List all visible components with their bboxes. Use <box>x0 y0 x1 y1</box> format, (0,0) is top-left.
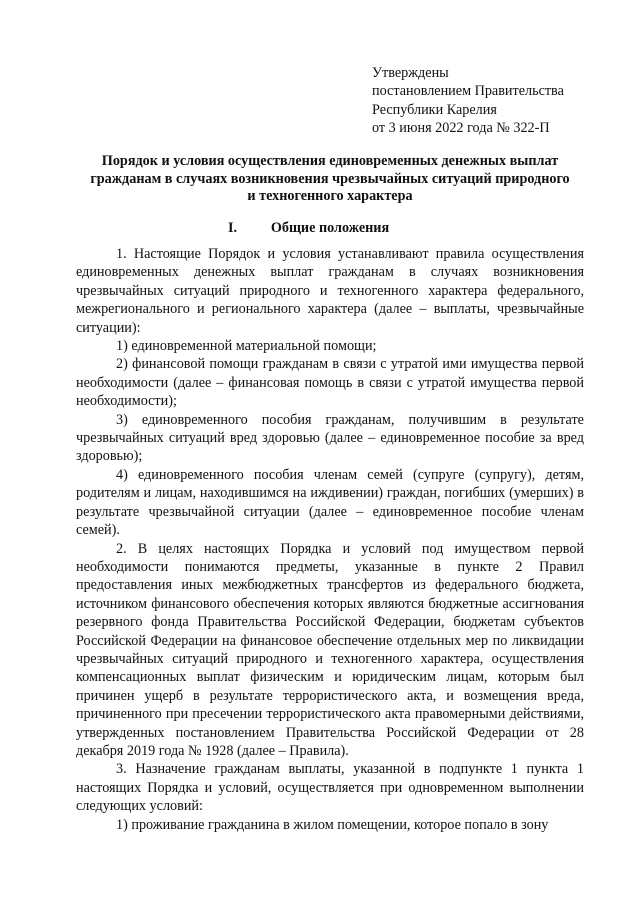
title-line: гражданам в случаях возникновения чрезвычайных ситуаций природного <box>90 170 570 187</box>
section-label: Общие положения <box>270 220 390 236</box>
paragraph: 2) финансовой помощи гражданам в связи с утратой ими имущества первой необходимости (далее – финансовая помощь в связи с утратой имущества первой необходимости); <box>76 356 584 410</box>
approval-line: постановлением Правительства <box>372 83 564 100</box>
paragraph: 1) единовременной материальной помощи; <box>116 338 377 355</box>
document-body <box>76 245 584 834</box>
paragraph: 3. Назначение гражданам выплаты, указанной в подпункте 1 пункта 1 настоящих Порядка и условий, осуществляется при одновременном выполнении следующих условий: <box>76 761 584 815</box>
paragraph: 1) проживание гражданина в жилом помещении, которое попало в зону <box>116 816 549 833</box>
approval-line: Утверждены <box>372 65 449 81</box>
approval-line: от 3 июня 2022 года № 322-П <box>372 120 550 137</box>
section-heading <box>76 219 584 237</box>
document-title <box>76 153 584 206</box>
approval-stamp-block <box>372 64 622 138</box>
paragraph: 2. В целях настоящих Порядка и условий под имуществом первой необходимости понимаются предметы, указанные в пункте 2 Правил предоставления иных межбюджетных трансфертов из федерального бюджета, источником финансового обеспечения которых являются бюджетные ассигнования резервного фонда Правительства Российской Федерации, бюджетам субъектов Российской Федерации на финансовое обеспечение отдельных мер по ликвидации чрезвычайных ситуаций природного и техногенного характера, осуществления компенсационных выплат физическим и юридическим лицам, которым был причинен ущерб в результате террористического акта, и возмещения вреда, причиненного при пресечении террористического акта правомерными действиями, утвержденных постановлением Правительства Российской Федерации от 28 декабря 2019 года № 1928 (далее – Правила). <box>76 540 584 759</box>
title-line: и техногенного характера <box>247 188 413 204</box>
approval-line: Республики Карелия <box>372 101 497 118</box>
paragraph: 4) единовременного пособия членам семей (супруге (супругу), детям, родителям и лицам, находившимся на иждивении) граждан, погибших (умерших) в результате чрезвычайной ситуации (далее – единовременное пособие членам семей). <box>76 466 584 539</box>
section-number: I. <box>228 220 238 236</box>
title-line: Порядок и условия осуществления единовременных денежных выплат <box>101 153 559 169</box>
paragraph: 3) единовременного пособия гражданам, получившим в результате чрезвычайных ситуаций вред здоровью (далее – единовременное пособие за вред здоровью); <box>76 411 584 465</box>
paragraph: 1. Настоящие Порядок и условия устанавливают правила осуществления единовременных денежных выплат гражданам в случаях возникновения чрезвычайных ситуаций природного и техногенного характера федерального, межрегионального и регионального характера (далее – выплаты, чрезвычайные ситуации): <box>76 246 584 336</box>
